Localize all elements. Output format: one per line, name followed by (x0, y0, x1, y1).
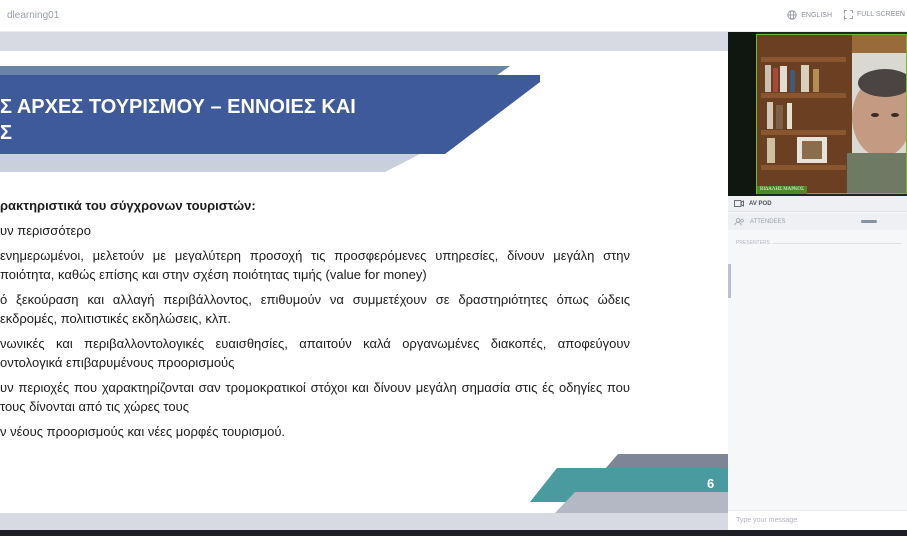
bottom-strip (0, 530, 907, 536)
webcam-video[interactable] (728, 32, 907, 196)
bullet-item: υν περισσότερο (0, 223, 91, 238)
slide-title-line-2: Σ (0, 122, 13, 144)
globe-icon (787, 10, 797, 20)
presentation-slide (0, 32, 728, 530)
full-screen-label: FULL SCREEN (857, 11, 905, 18)
side-panel (728, 32, 907, 530)
bullet-item: νωνικές και περιβαλλοντολογικές ευαισθησίες, απαιτούν καλά οργανωμένες διακοπές, αποφεύγουν οντολογικά επιβαρυμένους προορισμούς (0, 336, 630, 370)
camera-icon (734, 200, 744, 207)
slide-content (0, 196, 630, 447)
attendees-scrollbar[interactable] (728, 264, 731, 298)
video-dark-margin (728, 32, 756, 196)
top-bar (0, 0, 907, 32)
bullet-item: ν νέους προορισμούς και νέες μορφές τουρισμού. (0, 424, 286, 439)
slide-page-number: 6 (707, 476, 715, 491)
footer-light-shape (555, 492, 728, 513)
full-screen-button[interactable] (844, 10, 905, 19)
language-label: ENGLISH (801, 11, 832, 19)
attendees-header[interactable] (728, 213, 907, 230)
presenter-name: ΒΙΔΑΛΗΣ ΜΑΡΚΟΣ (760, 187, 804, 192)
presenters-label: PRESENTERS (736, 240, 770, 246)
chat-placeholder: Type your message (736, 517, 798, 524)
presenters-section-header (736, 240, 770, 246)
language-selector[interactable] (787, 10, 832, 20)
people-icon (734, 218, 745, 226)
presenters-divider (772, 243, 902, 244)
av-pod-header[interactable] (728, 196, 907, 212)
slide-heading: ρακτηριστικά του σύγχρονων τουριστών: (0, 198, 256, 213)
room-name: dlearning01 (7, 10, 60, 21)
bullet-item: ό ξεκούραση και αλλαγή περιβάλλοντος, επιθυμούν να συμμετέχουν σε δραστηριότητες όπως ώδεις εκδρομές, πολιτιστικές εκδηλώσεις, κλπ. (0, 292, 630, 326)
bullet-item: υν περιοχές που χαρακτηρίζονται σαν τρομοκρατικοί στόχοι και δίνουν μεγάλη σημασία στις ές οδηγίες που τους δίνονται από τις χώρες τους (0, 380, 630, 414)
chat-message-input[interactable] (728, 510, 907, 530)
bullet-item: ενημερωμένοι, μελετούν με μεγαλύτερη προσοχή τις προσφερόμενες υπηρεσίες, δίνουν μεγάλη στην ποιότητα, καθώς επίσης και στην σχέση ποιότητας τιμής (value for money) (0, 248, 630, 282)
presenter-video-image (757, 35, 907, 194)
slide-title (0, 94, 470, 146)
fullscreen-icon (844, 10, 853, 19)
attendees-label: ATTENDEES (750, 218, 786, 225)
presenter-video-frame (756, 34, 907, 194)
slide-title-line-1: Σ ΑΡΧΕΣ ΤΟΥΡΙΣΜΟΥ – ΕΝΝΟΙΕΣ ΚΑΙ (0, 96, 356, 118)
av-pod-label: AV POD (749, 200, 772, 207)
attendees-collapse-handle[interactable] (861, 220, 877, 223)
presenter-name-tag (757, 186, 807, 194)
slide-bottom-band (0, 513, 728, 530)
title-shadow-shape (0, 154, 420, 172)
